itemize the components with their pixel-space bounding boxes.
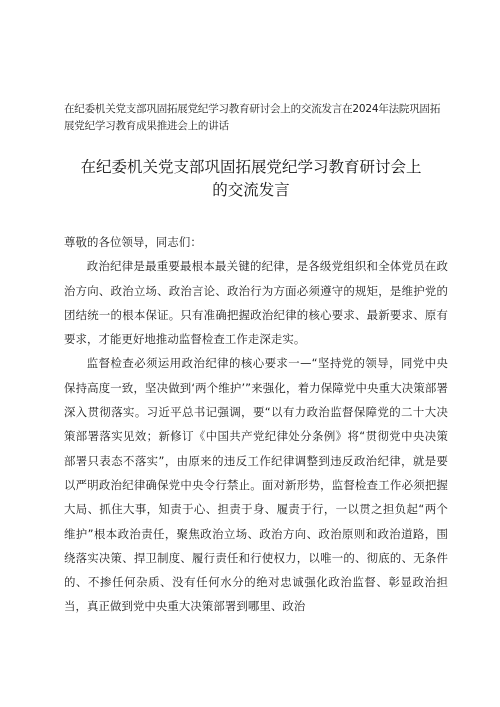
paragraph-1: 政治纪律是最重要最根本最关键的纪律，是各级党组织和全体党员在政治方向、政治立场、政治言论、政治行为方面必须遵守的规矩，是维护党的团结统一的根本保证。只有准确把握政治纪律的核心要求、最新要求、原有要求，才能更好地推动监督检查工作走深走实。 [64,259,448,347]
document-title: 在纪委机关党支部巩固拓展党纪学习教育研讨会上的交流发言 [80,158,422,199]
document-body [64,230,448,619]
header-note: 在纪委机关党支部巩固拓展党纪学习教育研讨会上的交流发言在2024年法院巩固拓展党纪学习教育成果推进会上的讲话 [64,103,441,132]
salutation: 尊敬的各位领导，同志们： [64,235,202,249]
paragraph-2: 监督检查必须运用政治纪律的核心要求一—“坚持党的领导，同党中央保持高度一致，坚决做到‘两个维护’”来强化，着力保障党中央重大决策部署深入贯彻落实。习近平总书记强调，要“以有力政治监督保障党的二十大决策部署落实见效；新修订《中国共产党纪律处分条例》将“贯彻党中央决策部署只表态不落实”，由原来的违反工作纪律调整到违反政治纪律，就是要以严明政治纪律确保党中央令行禁止。面对新形势，监督检查工作必须把握大局、抓住大事，知责于心、担责于身、履责于行，一以贯之担负起“两个维护”根本政治责任，聚焦政治立场、政治方向、政治原则和政治道路，围绕落实决策、捍卫制度、履行责任和行使权力，以唯一的、彻底的、无条件的、不掺任何杂质、没有任何水分的绝对忠诚强化政治监督、彰显政治担当，真正做到党中央重大决策部署到哪里、政治 [64,356,448,614]
